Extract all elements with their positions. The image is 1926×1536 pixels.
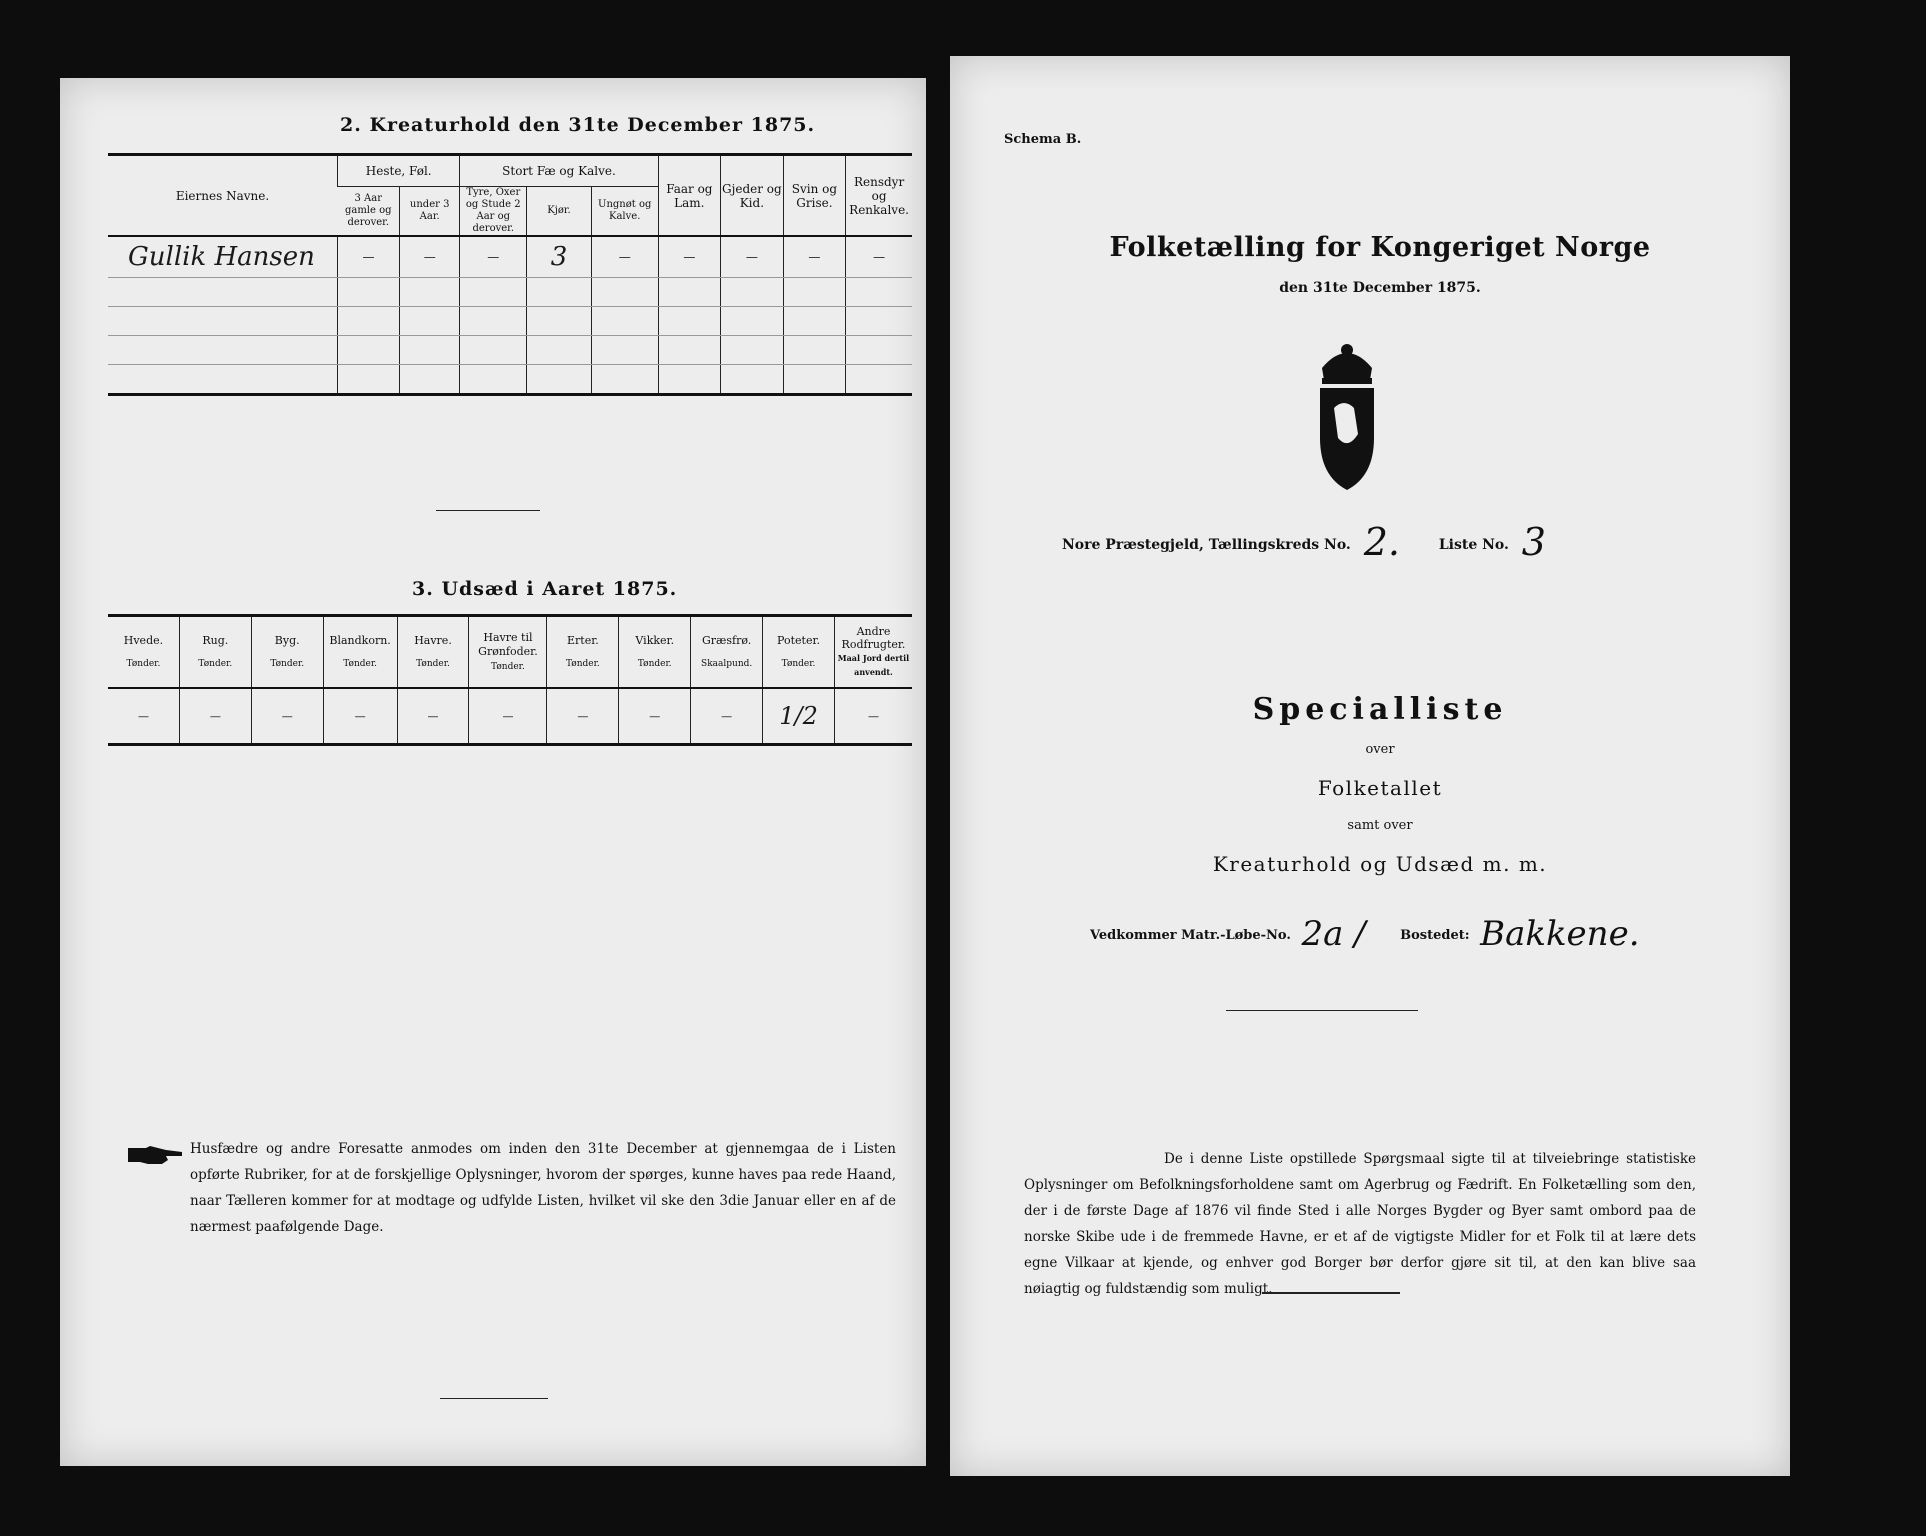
table-row — [108, 236, 912, 278]
crop-value: — — [547, 688, 619, 745]
over-text: over — [1365, 742, 1395, 757]
table-row — [108, 688, 912, 745]
bosted-value: Bakkene. — [1480, 914, 1640, 954]
census-date: den 31te December 1875. — [1279, 280, 1481, 296]
livestock-table — [108, 153, 912, 396]
cow-header: Kjør. — [527, 187, 592, 237]
cattle-group-header: Stort Fæ og Kalve. — [460, 155, 658, 187]
bosted-label: Bostedet: — [1400, 928, 1470, 943]
table-row — [108, 307, 912, 336]
crop-value: — — [179, 688, 251, 745]
district-number: 2. — [1363, 520, 1400, 564]
crop-value: — — [691, 688, 763, 745]
crop-value: — — [323, 688, 397, 745]
cell-goat: — — [721, 236, 784, 278]
folketallet-text: Folketallet — [1317, 776, 1443, 800]
horse-young-header: under 3 Aar. — [399, 187, 459, 237]
district-line — [1062, 514, 1702, 564]
goat-header: Gjeder og Kid. — [721, 155, 784, 237]
owner-name: Gullik Hansen — [108, 236, 337, 278]
coat-of-arms-icon — [1282, 338, 1412, 498]
cell-horse-young: — — [399, 236, 459, 278]
pig-header: Svin og Grise. — [783, 155, 846, 237]
crop-header-havre-gronfoder: Havre til Grønfoder. Tønder. — [469, 616, 547, 689]
right-page — [950, 56, 1790, 1476]
instruction-notice: Husfædre og andre Foresatte anmodes om inden den 31te December at gjennemgaa de i Listen opførte Rubriker, for at de forskjellige Oplysninger, hvorom der spørges, kunne haves paa rede Haand, naar Tælleren kommer for at modtage og udfylde Listen, hvilket vil ske den 3die Januar eller en af de nærmest paafølgende Dage. — [190, 1141, 896, 1235]
divider — [440, 1398, 548, 1399]
table-row — [108, 365, 912, 395]
crop-header-byg: Byg. Tønder. — [251, 616, 323, 689]
calf-header: Ungnøt og Kalve. — [591, 187, 658, 237]
crop-value: — — [469, 688, 547, 745]
table-row — [108, 278, 912, 307]
crop-header-havre: Havre. Tønder. — [397, 616, 469, 689]
crop-value: — — [834, 688, 912, 745]
horse-group-header: Heste, Føl. — [337, 155, 459, 187]
cell-bull: — — [460, 236, 527, 278]
crop-header-graesfro: Græsfrø. Skaalpund. — [691, 616, 763, 689]
crop-header-rodfrugter: Andre Rodfrugter. Maal Jord dertil anvendt. — [834, 616, 912, 689]
section2-title: 2. Kreaturhold den 31te December 1875. — [340, 114, 816, 136]
matr-label: Vedkommer Matr.-Løbe-No. — [1090, 928, 1291, 943]
crop-value: — — [137, 709, 149, 723]
section3-title: 3. Udsæd i Aaret 1875. — [412, 578, 678, 600]
matr-line — [1090, 908, 1730, 954]
divider — [1226, 1010, 1418, 1011]
divider — [1262, 1292, 1400, 1294]
crop-value: — — [251, 688, 323, 745]
list-number: 3 — [1521, 520, 1546, 564]
reindeer-header: Rensdyr og Renkalve. — [846, 155, 912, 237]
bull-header: Tyre, Oxer og Stude 2 Aar og derover. — [460, 187, 527, 237]
pointing-hand-icon — [126, 1144, 184, 1166]
list-label: Liste No. — [1438, 537, 1509, 553]
owner-header: Eiernes Navne. — [108, 155, 337, 237]
crop-header-erter: Erter. Tønder. — [547, 616, 619, 689]
schema-label: Schema B. — [1004, 132, 1082, 147]
cell-pig: — — [783, 236, 846, 278]
crop-value: — — [619, 688, 691, 745]
kreaturhold-text: Kreaturhold og Udsæd m. m. — [1212, 852, 1548, 876]
crop-value: — — [397, 688, 469, 745]
crop-header-hvede: Hvede. Tønder. — [108, 616, 179, 689]
cell-reindeer: — — [846, 236, 912, 278]
crop-header-vikker: Vikker. Tønder. — [619, 616, 691, 689]
census-title: Folketælling for Kongeriget Norge — [1109, 232, 1651, 263]
samt-over-text: samt over — [1347, 818, 1413, 833]
crop-header-poteter: Poteter. Tønder. — [763, 616, 835, 689]
cell-cow: 3 — [527, 236, 592, 278]
divider — [436, 510, 540, 511]
table-row — [108, 336, 912, 365]
specialliste-title: Specialliste — [1252, 692, 1508, 727]
matr-number: 2a / — [1301, 914, 1366, 954]
crop-header-rug: Rug. Tønder. — [179, 616, 251, 689]
intro-paragraph: De i denne Liste opstillede Spørgsmaal sigte til at tilveiebringe statistiske Oplysninger om Befolkningsforholdene samt om Agerbrug og Fædrift. En Folketælling som den, der i de første Dage af 1876 vil finde Sted i alle Norges Bygder og Byer samt ombord paa de norske Skibe ude i de fremmede Havne, er et af de vigtigste Midler for et Folk til at lære dets egne Vilkaar at kjende, og enhver god Borger bør derfor gjøre sit til, at den kan blive saa nøiagtig og fuldstændig som muligt. — [1024, 1151, 1696, 1297]
horse-adult-header: 3 Aar gamle og derover. — [337, 187, 399, 237]
cell-sheep: — — [658, 236, 721, 278]
cell-calf: — — [591, 236, 658, 278]
crops-table — [108, 614, 912, 746]
cell-horse-adult: — — [337, 236, 399, 278]
crop-value-poteter: 1/2 — [763, 688, 835, 745]
crop-header-blandkorn: Blandkorn. Tønder. — [323, 616, 397, 689]
left-page — [60, 78, 926, 1466]
district-label: Nore Præstegjeld, Tællingskreds No. — [1062, 537, 1351, 553]
sheep-header: Faar og Lam. — [658, 155, 721, 237]
